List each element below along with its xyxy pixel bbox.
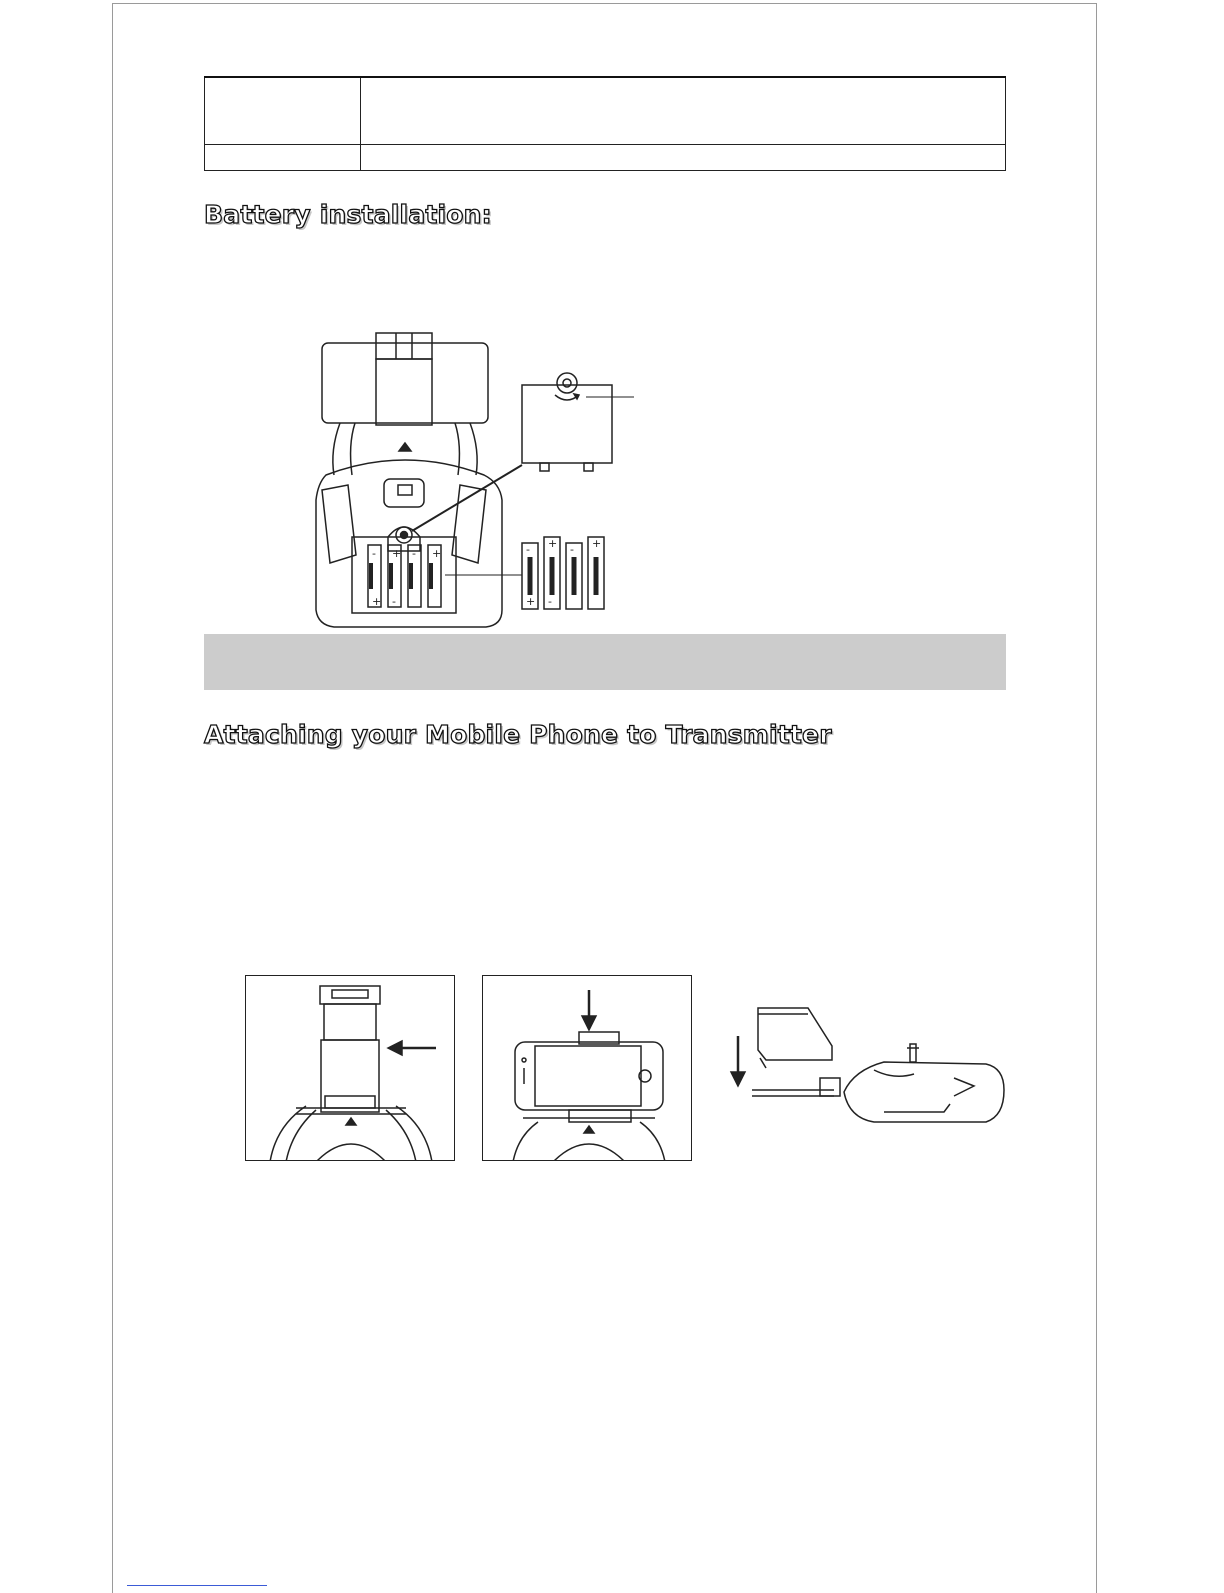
polarity-minus-label: - bbox=[392, 595, 396, 608]
page-border bbox=[112, 3, 1097, 1593]
step-3-side-view bbox=[724, 1000, 1014, 1130]
polarity-plus-label: + bbox=[548, 537, 558, 550]
step-1-panel bbox=[245, 975, 455, 1161]
step-2-panel bbox=[482, 975, 692, 1161]
polarity-minus-label: - bbox=[570, 543, 574, 556]
polarity-minus-label: - bbox=[412, 547, 416, 560]
table-row bbox=[205, 145, 1006, 171]
polarity-plus-label: + bbox=[372, 595, 382, 608]
table-cell bbox=[205, 145, 361, 171]
battery-installation-figure bbox=[300, 325, 660, 633]
table-cell bbox=[205, 77, 361, 145]
battery-door-illustration bbox=[412, 373, 634, 531]
phone-clamp-illustration bbox=[322, 333, 488, 475]
polarity-plus-label: + bbox=[526, 595, 536, 608]
battery-installation-heading: Battery installation: bbox=[204, 200, 492, 229]
table-row bbox=[205, 77, 1006, 145]
polarity-minus-label: - bbox=[548, 595, 552, 608]
polarity-minus-label: - bbox=[526, 543, 530, 556]
polarity-plus-label: + bbox=[392, 547, 402, 560]
spec-table bbox=[204, 76, 1006, 171]
note-bar bbox=[204, 634, 1006, 690]
attach-phone-heading: Attaching your Mobile Phone to Transmitter bbox=[204, 720, 832, 749]
polarity-minus-label: - bbox=[372, 547, 376, 560]
polarity-plus-label: + bbox=[432, 547, 442, 560]
table-cell bbox=[361, 145, 1006, 171]
aa-batteries-illustration bbox=[445, 537, 604, 609]
table-cell bbox=[361, 77, 1006, 145]
transmitter-body-illustration bbox=[316, 460, 502, 627]
footer-link-underline bbox=[127, 1585, 267, 1586]
polarity-plus-label: + bbox=[592, 537, 602, 550]
